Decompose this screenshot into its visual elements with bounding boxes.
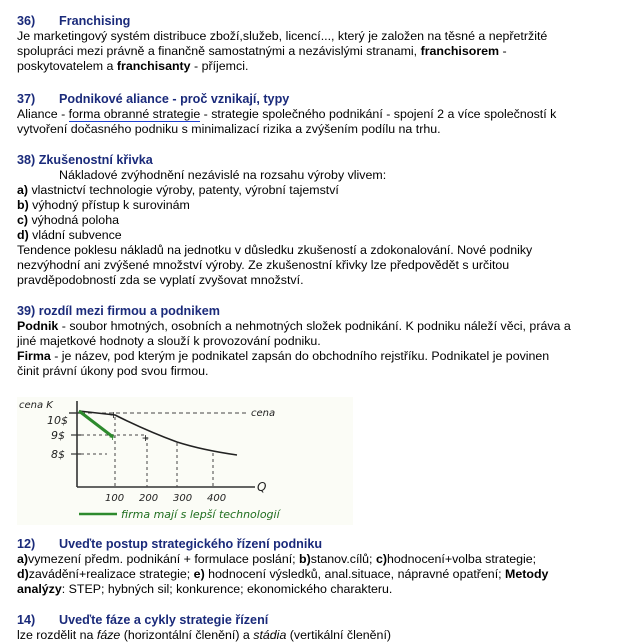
paragraph-line: poskytovatelem a franchisanty - příjemci. [17, 59, 249, 73]
section-37-heading: 37) Podnikové aliance - proč vznikají, typy [17, 92, 290, 106]
x-tick-label: 200 [139, 493, 159, 504]
data-point: + [109, 430, 117, 444]
list-item: d) vládní subvence [17, 228, 122, 242]
experience-curve-sketch [17, 397, 353, 525]
paragraph-line: Nákladové zvýhodnění nezávislé na rozsahu výroby vlivem: [59, 168, 387, 182]
paragraph-line: jiné majetkové hodnoty a slouží k provozování podniku. [17, 334, 321, 348]
paragraph-line: Je marketingový systém distribuce zboží,služeb, licencí..., který je založen na těsné a nepřetržité [17, 29, 548, 43]
paragraph-line: Firma - je název, pod kterým je podnikatel zapsán do obchodního rejstříku. Podnikatel je povinen [17, 349, 550, 363]
paragraph-line: analýzy: STEP; hybných sil; konkurence; ekonomického charakteru. [17, 582, 393, 596]
list-item: b) výhodný přístup k surovinám [17, 198, 190, 212]
paragraph-line: nezvýhodní ani zvýšené množství výroby. Ze zkušenostní křivky lze předpovědět s určitou [17, 258, 510, 272]
section-12 [17, 537, 629, 597]
paragraph-line: Tendence poklesu nákladů na jednotku v důsledku zkušeností a zdokonalování. Nové podniky [17, 243, 533, 257]
x-tick-label: 400 [207, 493, 227, 504]
paragraph-line: Podnik - soubor hmotných, osobních a nehmotných složek podnikání. K podniku náleží věci, práva a [17, 319, 571, 333]
section-39-heading: 39) rozdíl mezi firmou a podnikem [17, 304, 220, 318]
paragraph-line: a)vymezení předm. podnikání + formulace poslání; b)stanov.cílů; c)hodnocení+volba strategie; [17, 552, 537, 566]
section-38 [17, 153, 629, 288]
paragraph-line: lze rozdělit na fáze (horizontální členění) a stádia (vertikální členění) [17, 628, 392, 642]
y-tick-label: 9$ [51, 429, 65, 442]
sketch-svg [17, 397, 353, 525]
x-axis-title: Q [257, 480, 267, 494]
curve-label: cena [251, 408, 276, 419]
underlined-phrase: forma obranné strategie [68, 107, 201, 121]
y-tick-label: 10$ [47, 414, 68, 427]
paragraph-line: činit právní úkony pod svou firmou. [17, 364, 209, 378]
section-14-heading: 14) Uveďte fáze a cykly strategie řízení [17, 613, 269, 627]
paragraph-line: Aliance - forma obranné strategie - strategie společného podnikání - spojení 2 a více společností k [17, 107, 557, 121]
paragraph-line: vytvoření dočasného podniku s minimalizací rizika a zvýšením podílu na trhu. [17, 122, 441, 136]
paragraph-line: pravděpodobností zda se vyplatí zvyšovat množství. [17, 273, 304, 287]
sketch-caption: firma mají s lepší technologií [121, 508, 280, 521]
cost-curve [79, 411, 237, 455]
list-item: c) výhodná poloha [17, 213, 119, 227]
section-36 [17, 14, 629, 74]
x-tick-label: 300 [173, 493, 193, 504]
y-axis-title: cena K [19, 400, 53, 411]
section-36-heading: 36) Franchising [17, 14, 131, 28]
data-point: + [142, 431, 150, 445]
list-item: a) vlastnictví technologie výroby, patenty, výrobní tajemství [17, 183, 339, 197]
section-14 [17, 613, 629, 643]
section-12-heading: 12) Uveďte postup strategického řízení podniku [17, 537, 323, 551]
section-38-heading: 38) Zkušenostní křivka [17, 153, 153, 167]
paragraph-line: spolupráci mezi právně a finančně samostatnými a nezávislými stranami, franchisorem - [17, 44, 507, 58]
paragraph-line: d)zavádění+realizace strategie; e) hodnocení výsledků, anal.situace, nápravné opatření; Metody [17, 567, 549, 581]
data-point: + [110, 408, 118, 422]
y-tick-label: 8$ [51, 448, 65, 461]
x-tick-label: 100 [105, 493, 125, 504]
section-37 [17, 92, 629, 137]
section-39 [17, 304, 629, 379]
